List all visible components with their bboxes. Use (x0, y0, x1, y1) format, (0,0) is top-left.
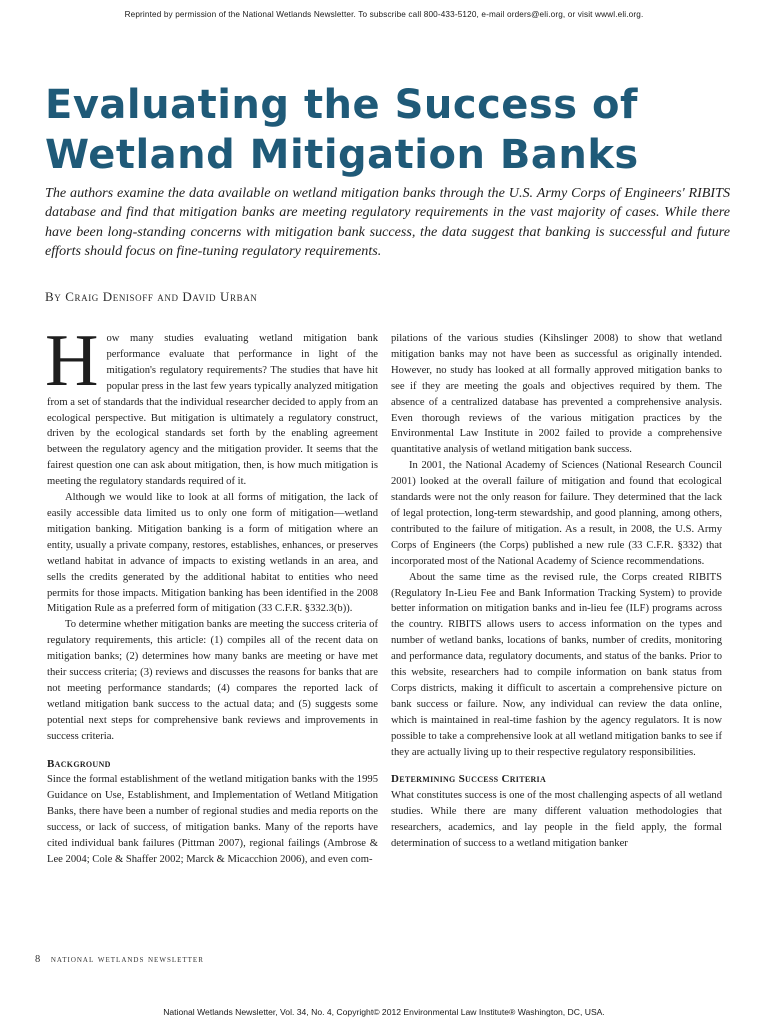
intro-paragraph (45, 320, 378, 490)
page-number: 8 (35, 954, 42, 965)
body-paragraph: Since the formal establishment of the wetland mitigation banks with the 1995 Guidance on Use, Establishment, and Implementation of Wetland Mitigation Banks, there have been a number of regional studies and media reports on the success, or lack of success, of mitigation banks. Many of the reports have cited individual bank failures (Pittman 2007), regional failings (Ambrose & Lee 2004; Cole & Shaffer 2002; Marck & Micacchion 2006), and even com- (47, 774, 378, 865)
right-column (391, 331, 722, 852)
section-heading-success-criteria: Determining Success Criteria (391, 773, 547, 786)
body-paragraph: In 2001, the National Academy of Sciences (National Research Council 2001) looked at the overall failure of mitigation and found that ecological standards were not the only reason for failure. They determined that the lack of legal protection, long-term stewardship, and good planning, among others, contributed to the failure of mitigation. As a result, in 2008, the U.S. Army Corps of Engineers (the Corps) published a new rule (33 C.F.R. §332) that incorporated most of the National Academy of Science recommendations. (391, 460, 722, 567)
title-line-2: Wetland Mitigation Banks (45, 132, 639, 178)
copyright-notice: National Wetlands Newsletter, Vol. 34, No. 4, Copyright© 2012 Environmental Law Institute® Washington, DC, USA. (163, 1007, 605, 1017)
left-column (45, 320, 378, 868)
body-paragraph: What constitutes success is one of the most challenging aspects of all wetland studies. While there are many different valuation methodologies that researchers, academics, and lay people in the field apply, the formal determination of success to a wetland mitigation banker (391, 790, 722, 850)
drop-cap: H (45, 320, 99, 402)
article-abstract: The authors examine the data available on wetland mitigation banks through the U.S. Army Corps of Engineers' RIBITS database and find that mitigation banks are meeting regulatory requirements in the vast majority of cases. While there have been long-standing concerns with mitigation bank success, the data suggest that banking is successful and future efforts should focus on fine-tuning regulatory requirements. (45, 185, 730, 260)
body-paragraph: pilations of the various studies (Kihslinger 2008) to show that wetland mitigation banks may not have been as successful as originally intended. However, no study has looked at all formally approved mitigation banks to see if they are meeting the goals and objectives required by them. The absence of a centralized database has prevented a comprehensive analysis. Even thorough reviews of the various mitigation practices by the Environmental Law Institute in 2002 failed to provide a comprehensive quantitative analysis of wetland mitigation bank success. (391, 333, 722, 456)
body-paragraph: To determine whether mitigation banks are meeting the success criteria of regulatory requirements, this article: (1) compiles all of the recent data on mitigation banks; (2) determines how many banks are meeting or have met their success criteria; (3) reviews and discusses the reasons for banks that are not meeting performance standards; (4) compares the reported lack of wetland mitigation bank success to the actual data; and (5) suggests some potential next steps for comprehensive bank reviews and improvements in success criteria. (47, 619, 378, 742)
publication-name: national wetlands newsletter (50, 954, 204, 965)
page-footer (35, 954, 204, 965)
section-heading-background: Background (47, 757, 111, 770)
body-paragraph: About the same time as the revised rule, the Corps created RIBITS (Regulatory In-Lieu Fee and Bank Information Tracking System) to provide better information on mitigation banks and in-lieu fee (ILF) programs across the country. RIBITS allows users to access information on the types and number of wetland banks, locations of banks, number of credits, monitoring and performance data, regulatory documents, and status of the banks. Prior to this website, researchers had to compile information on bank status from Corps districts, making it difficult to ascertain a comprehensive picture on bank success or failure. Now, any individual can review the data online, which is maintained in real-time fashion by the agency regulators. It is now possible to take a comprehensive look at all wetland mitigation banks to see if they are actually living up to their respective regulatory responsibilities. (391, 571, 722, 758)
byline: By Craig Denisoff and David Urban (45, 289, 258, 304)
reprint-notice: Reprinted by permission of the National Wetlands Newsletter. To subscribe call 800-433-5120, e-mail orders@eli.org, or visit wwwl.eli.org. (124, 10, 644, 19)
title-line-1: Evaluating the Success of (45, 82, 638, 128)
intro-text: ow many studies evaluating wetland mitigation bank performance evaluate that performance in light of the mitigation's regulatory requirements? The studies that have hit popular press in the last few years typically analyzed mitigation from a set of standards that the individual researcher decided to apply from an ecological perspective. But mitigation is ultimately a regulatory construct, driven by the ecological standards set forth by the enabling agreement between the regulatory agency and the mitigation provider. It seems that the fairest question one can ask about mitigation, then, is how much mitigation is meeting the regulatory standards required of it. (47, 333, 378, 488)
body-paragraph: Although we would like to look at all forms of mitigation, the lack of easily accessible data limited us to only one form of mitigation—wetland mitigation banking. Mitigation banking is a form of mitigation where an entity, usually a private company, restores, establishes, enhances, or preserves wetland habitat in advance of impacts to existing wetlands in an area, and sells the credits generated by the additional habitat to entities who need permits for those impacts. Mitigation banking has been identified in the 2008 Mitigation Rule as a preferred form of mitigation (33 C.F.R. §332.3(b)). (47, 492, 378, 615)
article-title (45, 80, 735, 180)
